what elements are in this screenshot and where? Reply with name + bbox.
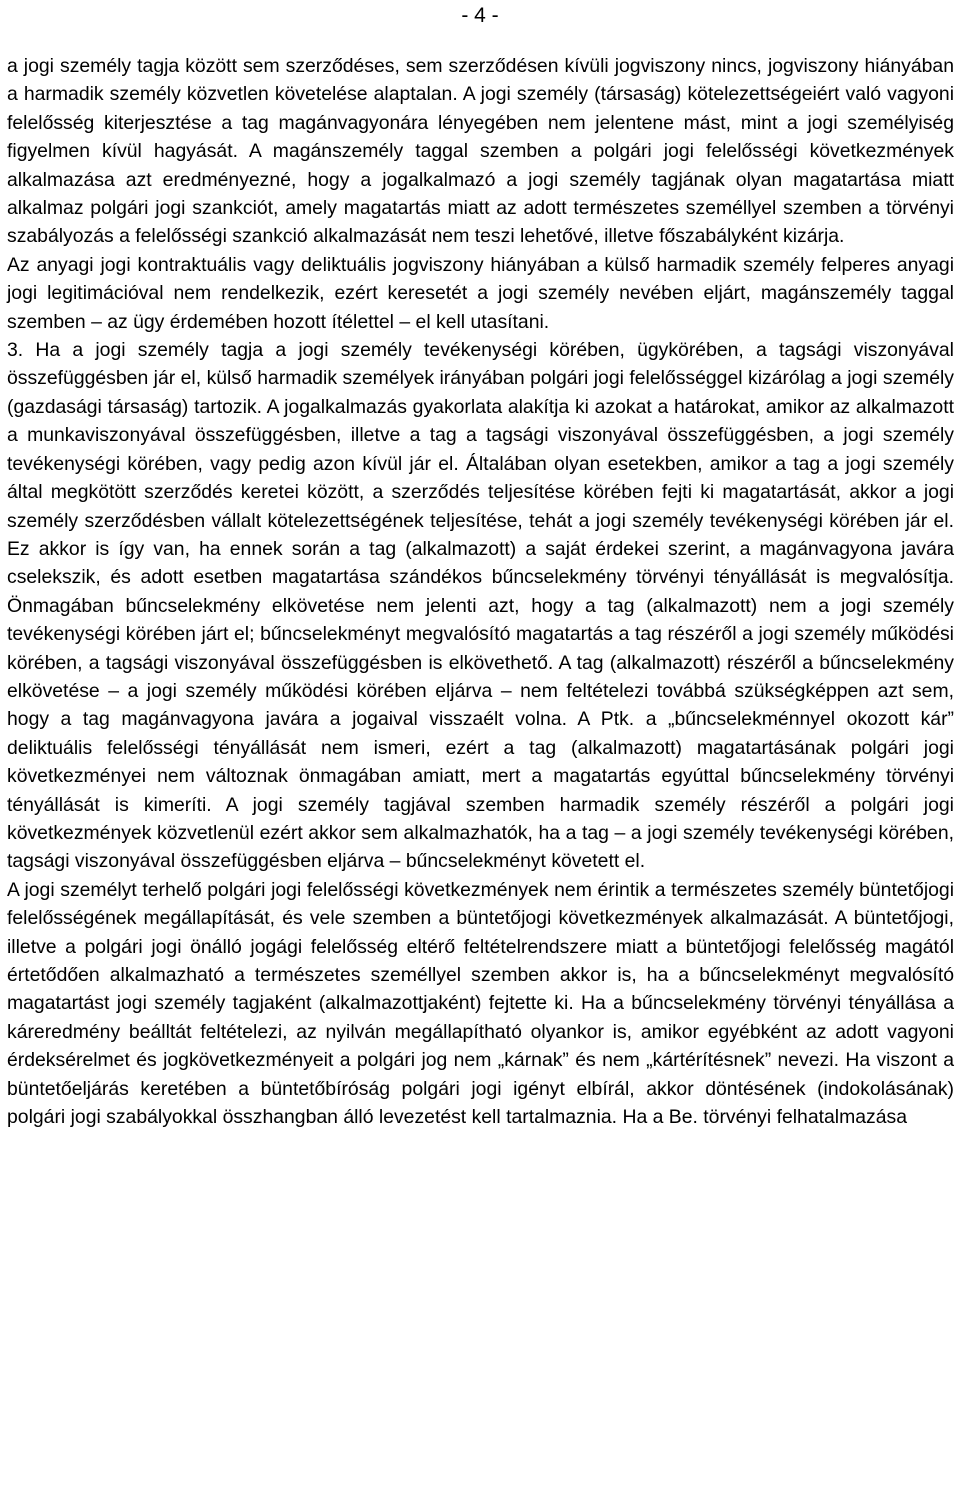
- paragraph: 3. Ha a jogi személy tagja a jogi személy tevékenységi körében, ügykörében, a tagsági viszonyával összefüggésben jár el, külső harmadik személyek irányában polgári jogi felelősséggel kizárólag a jogi személy (gazdasági társaság) tartozik. A jogalkalmazás gyakorlata alakítja ki azokat a határokat, amikor az alkalmazott a munkaviszonyával összefüggésben, illetve a tag a tagsági viszonyával összefüggésben, a jogi személy tevékenységi körében, vagy pedig azon kívül jár el. Általában olyan esetekben, amikor a tag a jogi személy által megkötött szerződés keretei között, a szerződés teljesítése körében fejti ki magatartását, akkor a jogi személy szerződésben vállalt kötelezettségének teljesítése, tehát a jogi személy tevékenységi körében jár el. Ez akkor is így van, ha ennek során a tag (alkalmazott) a saját érdekei szerint, a magánvagyona javára cselekszik, és adott esetben magatartása szándékos bűncselekmény törvényi tényállását is megvalósítja. Önmagában bűncselekmény elkövetése nem jelenti azt, hogy a tag (alkalmazott) nem a jogi személy tevékenységi körében járt el; bűncselekményt megvalósító magatartás a tag részéről a jogi személy működési körében, a tagsági viszonyával összefüggésben is elkövethető. A tag (alkalmazott) részéről a bűncselekmény elkövetése – a jogi személy működési körében eljárva – nem feltételezi továbbá szükségképpen azt sem, hogy a tag magánvagyona javára a jogaival visszaélt volna. A Ptk. a „bűncselekménnyel okozott kár” deliktuális felelősségi tényállását nem ismeri, ezért a tag (alkalmazott) magatartásának polgári jogi következményei nem változnak önmagában amiatt, mert a magatartás egyúttal bűncselekmény törvényi tényállását is kimeríti. A jogi személy tagjával szemben harmadik személy részéről a polgári jogi következmények közvetlenül ezért akkor sem alkalmazhatók, ha a tag – a jogi személy tevékenységi körében, tagsági viszonyával összefüggésben eljárva – bűncselekményt követett el.: [7, 339, 954, 873]
- paragraph: Az anyagi jogi kontraktuális vagy deliktuális jogviszony hiányában a külső harmadik személy felperes anyagi jogi legitimációval nem rendelkezik, ezért keresetét a jogi személy nevében eljárt, magánszemély taggal szemben – az ügy érdemében hozott ítélettel – el kell utasítani.: [7, 253, 954, 333]
- page-number: - 4 -: [461, 4, 499, 27]
- document-body: [7, 52, 954, 1131]
- paragraph: A jogi személyt terhelő polgári jogi felelősségi következmények nem érintik a természetes személy büntetőjogi felelősségének megállapítását, és vele szemben a büntetőjogi következmények alkalmazását. A büntetőjogi, illetve a polgári jogi önálló jogági felelősség eltérő feltételrendszere miatt a büntetőjogi felelősség magától értetődően alkalmazható a természetes személlyel szemben akkor is, ha a bűncselekményt megvalósító magatartást jogi személy tagjaként (alkalmazottjaként) fejtette ki. Ha a bűncselekmény törvényi tényállása a káreredmény beálltát feltételezi, az nyilván megállapítható olyankor is, amikor egyébként az adott vagyoni érdeksérelmet és jogkövetkezményeit a polgári jog nem „kárnak” és nem „kártérítésnek” nevezi. Ha viszont a büntetőeljárás keretében a büntetőbíróság polgári jogi igényt elbírál, akkor döntésének (indokolásának) polgári jogi szabályokkal összhangban álló levezetést kell tartalmaznia. Ha a Be. törvényi felhatalmazása: [7, 878, 954, 1129]
- paragraph: a jogi személy tagja között sem szerződéses, sem szerződésen kívüli jogviszony nincs, jogviszony hiányában a harmadik személy közvetlen követelése alaptalan. A jogi személy (társaság) kötelezettségeiért való vagyoni felelősség kiterjesztése a tag magánvagyonára lényegében nem jelentene mást, mint a jogi személyiség figyelmen kívül hagyását. A magánszemély taggal szemben a polgári jogi felelősségi következmények alkalmazása azt eredményezné, hogy a jogalkalmazó a jogi személy tagjának olyan magatartása miatt alkalmaz polgári jogi szankciót, amely magatartás miatt az adott természetes személlyel szemben a törvényi szabályozás a felelősségi szankció alkalmazását nem teszi lehetővé, illetve főszabályként kizárja.: [7, 55, 954, 248]
